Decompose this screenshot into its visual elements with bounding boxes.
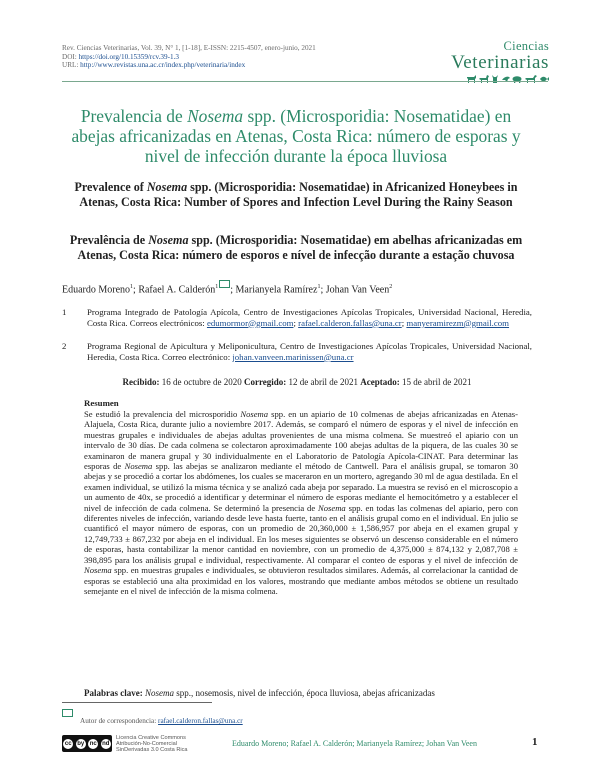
email-link[interactable]: edumormor@gmail.com [206,317,294,328]
author-name: Eduardo Moreno [62,284,131,296]
title-portuguese: Prevalência de Nosema spp. (Microsporidia: Nosematidae) em abelhas africanizadas em Atenas, Costa Rica: número de esporos e nível de infecção durante a estação chuvosa [69,233,523,262]
header-rule [62,81,548,82]
journal-meta [62,44,316,70]
title-spanish: Prevalencia de Nosema spp. (Microsporidia: Nosematidae) en abejas africanizadas en Atenas, Costa Rica: número de esporas y nivel de infección durante la época lluviosa [71,106,521,166]
envelope-icon[interactable] [219,280,230,288]
doi-line: DOI: https://doi.org/10.15359/rcv.39-1.3 [62,52,179,61]
abstract-heading: Resumen [84,398,119,408]
creative-commons-badge[interactable] [62,735,112,752]
affiliation-1: 1 Programa Integrado de Patología Apícola, Centro de Investigaciones Apícolas Tropicales, Universidad Nacional, Heredia, Costa Rica. Correos electrónicos: edumormor@gmail.com; rafael.calderon.fallas@una.cr; manyeramirezm@gmail.com [62,307,532,328]
page-number: 1 [532,736,538,748]
article-dates: Recibido: 16 de octubre de 2020 Corregido: 12 de abril de 2021 Aceptado: 15 de abril de 2021 [122,377,472,387]
author-name: Johan Van Veen [325,284,390,296]
license-text: Licencia Creative Commons Atribución-No-Comercial SinDerivadas 3.0 Costa Rica [116,735,188,754]
doi-link[interactable]: https://doi.org/10.15359/rcv.39-1.3 [78,52,179,61]
title-english: Prevalence of Nosema spp. (Microsporidia: Nosematidae) in Africanized Honeybees in Atenas, Costa Rica: Number of Spores and Infection Level During the Rainy Season [74,180,518,209]
email-link[interactable]: manyeramirezm@gmail.com [406,317,510,328]
cc-icon: cc [62,738,74,750]
logo-text-small: Ciencias [503,39,549,53]
nc-icon: nc [87,738,99,750]
journal-url-link[interactable]: http://www.revistas.una.ac.cr/index.php/veterinaria/index [80,61,246,70]
email-link[interactable]: johan.vanveen.marinissen@una.cr [232,351,354,362]
url-line: URL: http://www.revistas.una.ac.cr/index.php/veterinaria/index [62,61,246,70]
nd-icon: nd [100,738,112,750]
journal-citation: Rev. Ciencias Veterinarias, Vol. 39, N° 1, [1-18], E-ISSN: 2215-4507, enero-junio, 2021 [62,44,316,52]
logo-animal-icons [451,74,549,84]
author-list: Eduardo Moreno$^1$; Rafael A. Calderón$^1$ ; Marianyela Ramírez$^1$; Johan Van Veen$^2$ [62,280,392,296]
email-link[interactable]: rafael.calderon.fallas@una.cr [298,317,402,328]
by-icon: by [75,738,87,750]
correspondence-email-link[interactable]: rafael.calderon.fallas@una.cr [158,717,243,725]
footer-authors: Eduardo Moreno; Rafael A. Calderón; Marianyela Ramírez; Johan Van Veen [232,739,477,748]
footnote-rule [62,702,212,703]
envelope-icon [62,709,73,717]
author-name: Rafael A. Calderón [138,284,216,296]
author-name: Marianyela Ramírez [235,284,318,296]
abstract-body: Se estudió la prevalencia del microsporidio Nosema spp. en un apiario de 10 colmenas de abejas africanizadas en Atenas-Alajuela, Costa Rica, durante julio a noviembre 2017. Además, se comparó el número de esporas y el nivel de infección en muestras grupales e individuales de abejas adultas provenientes de una misma colmena. Se muestreó el apiario con un intervalo de 30 días. De cada colmena se colectaron aproximadamente 100 abejas adultas de la piquera, de las cuales 30 se examinaron de manera grupal y 30 individualmente en el Laboratorio de Patología Apícola-CINAT. Para determinar las esporas de Nosema spp. las abejas se analizaron mediante el método de Cantwell. Para el análisis grupal, se tomaron 30 abejas y se procedió a cortar los abdómenes, los cuales se maceraron en un mortero, agregando 30 ml de agua destilada. En el examen individual, se utilizó la misma técnica y se analizó cada abeja por separado. La muestra se revisó en el microscopio a un aumento de 40x, se procedió a identificar y determinar el número de esporas mediante el hemocitómetro y a establecer el nivel de infección de cada colmena. Se determinó la presencia de Nosema spp. en todas las colmenas del apiario, pero con diferentes niveles de infección, variando desde leve hasta fuerte, tanto en el análisis grupal como en el individual. En julio se cuantificó el mayor número de esporas, con un promedio de 20,360,000 ± 1,586,957 por abeja en el examen grupal y 12,749,733 ± 867,232 por abeja en el individual. En los meses siguientes se observó un descenso considerable en el número de esporas, hasta contabilizar la menor cantidad en noviembre, con un promedio de 4,375,000 ± 874,132 y 2,087,708 ± 398,895 para los análisis grupal e individual, respectivamente. Al comparar el conteo de esporas y el nivel de infección de Nosema spp. en muestras grupales e individuales, se obtuvieron resultados similares. Además, al correlacionar la cantidad de esporas se estableció una alta proximidad en los valores, mostrando que mediante ambos métodos se obtiene un resultado semejante en el nivel de infección de la misma colmena. [84,409,518,596]
logo-text-big: Veterinarias [451,52,549,73]
journal-logo [451,40,549,84]
correspondence-note: Autor de correspondencia: rafael.calderon.fallas@una.cr [80,717,243,725]
affiliation-2: 2 Programa Regional de Apicultura y Meliponicultura, Centro de Investigaciones Apícolas Tropicales, Universidad Nacional, Heredia, Costa Rica. Correo electrónico: johan.vanveen.marinissen@una.cr [62,341,532,362]
keywords: Palabras clave: Nosema spp., nosemosis, nivel de infección, época lluviosa, abejas africanizadas [84,688,435,698]
